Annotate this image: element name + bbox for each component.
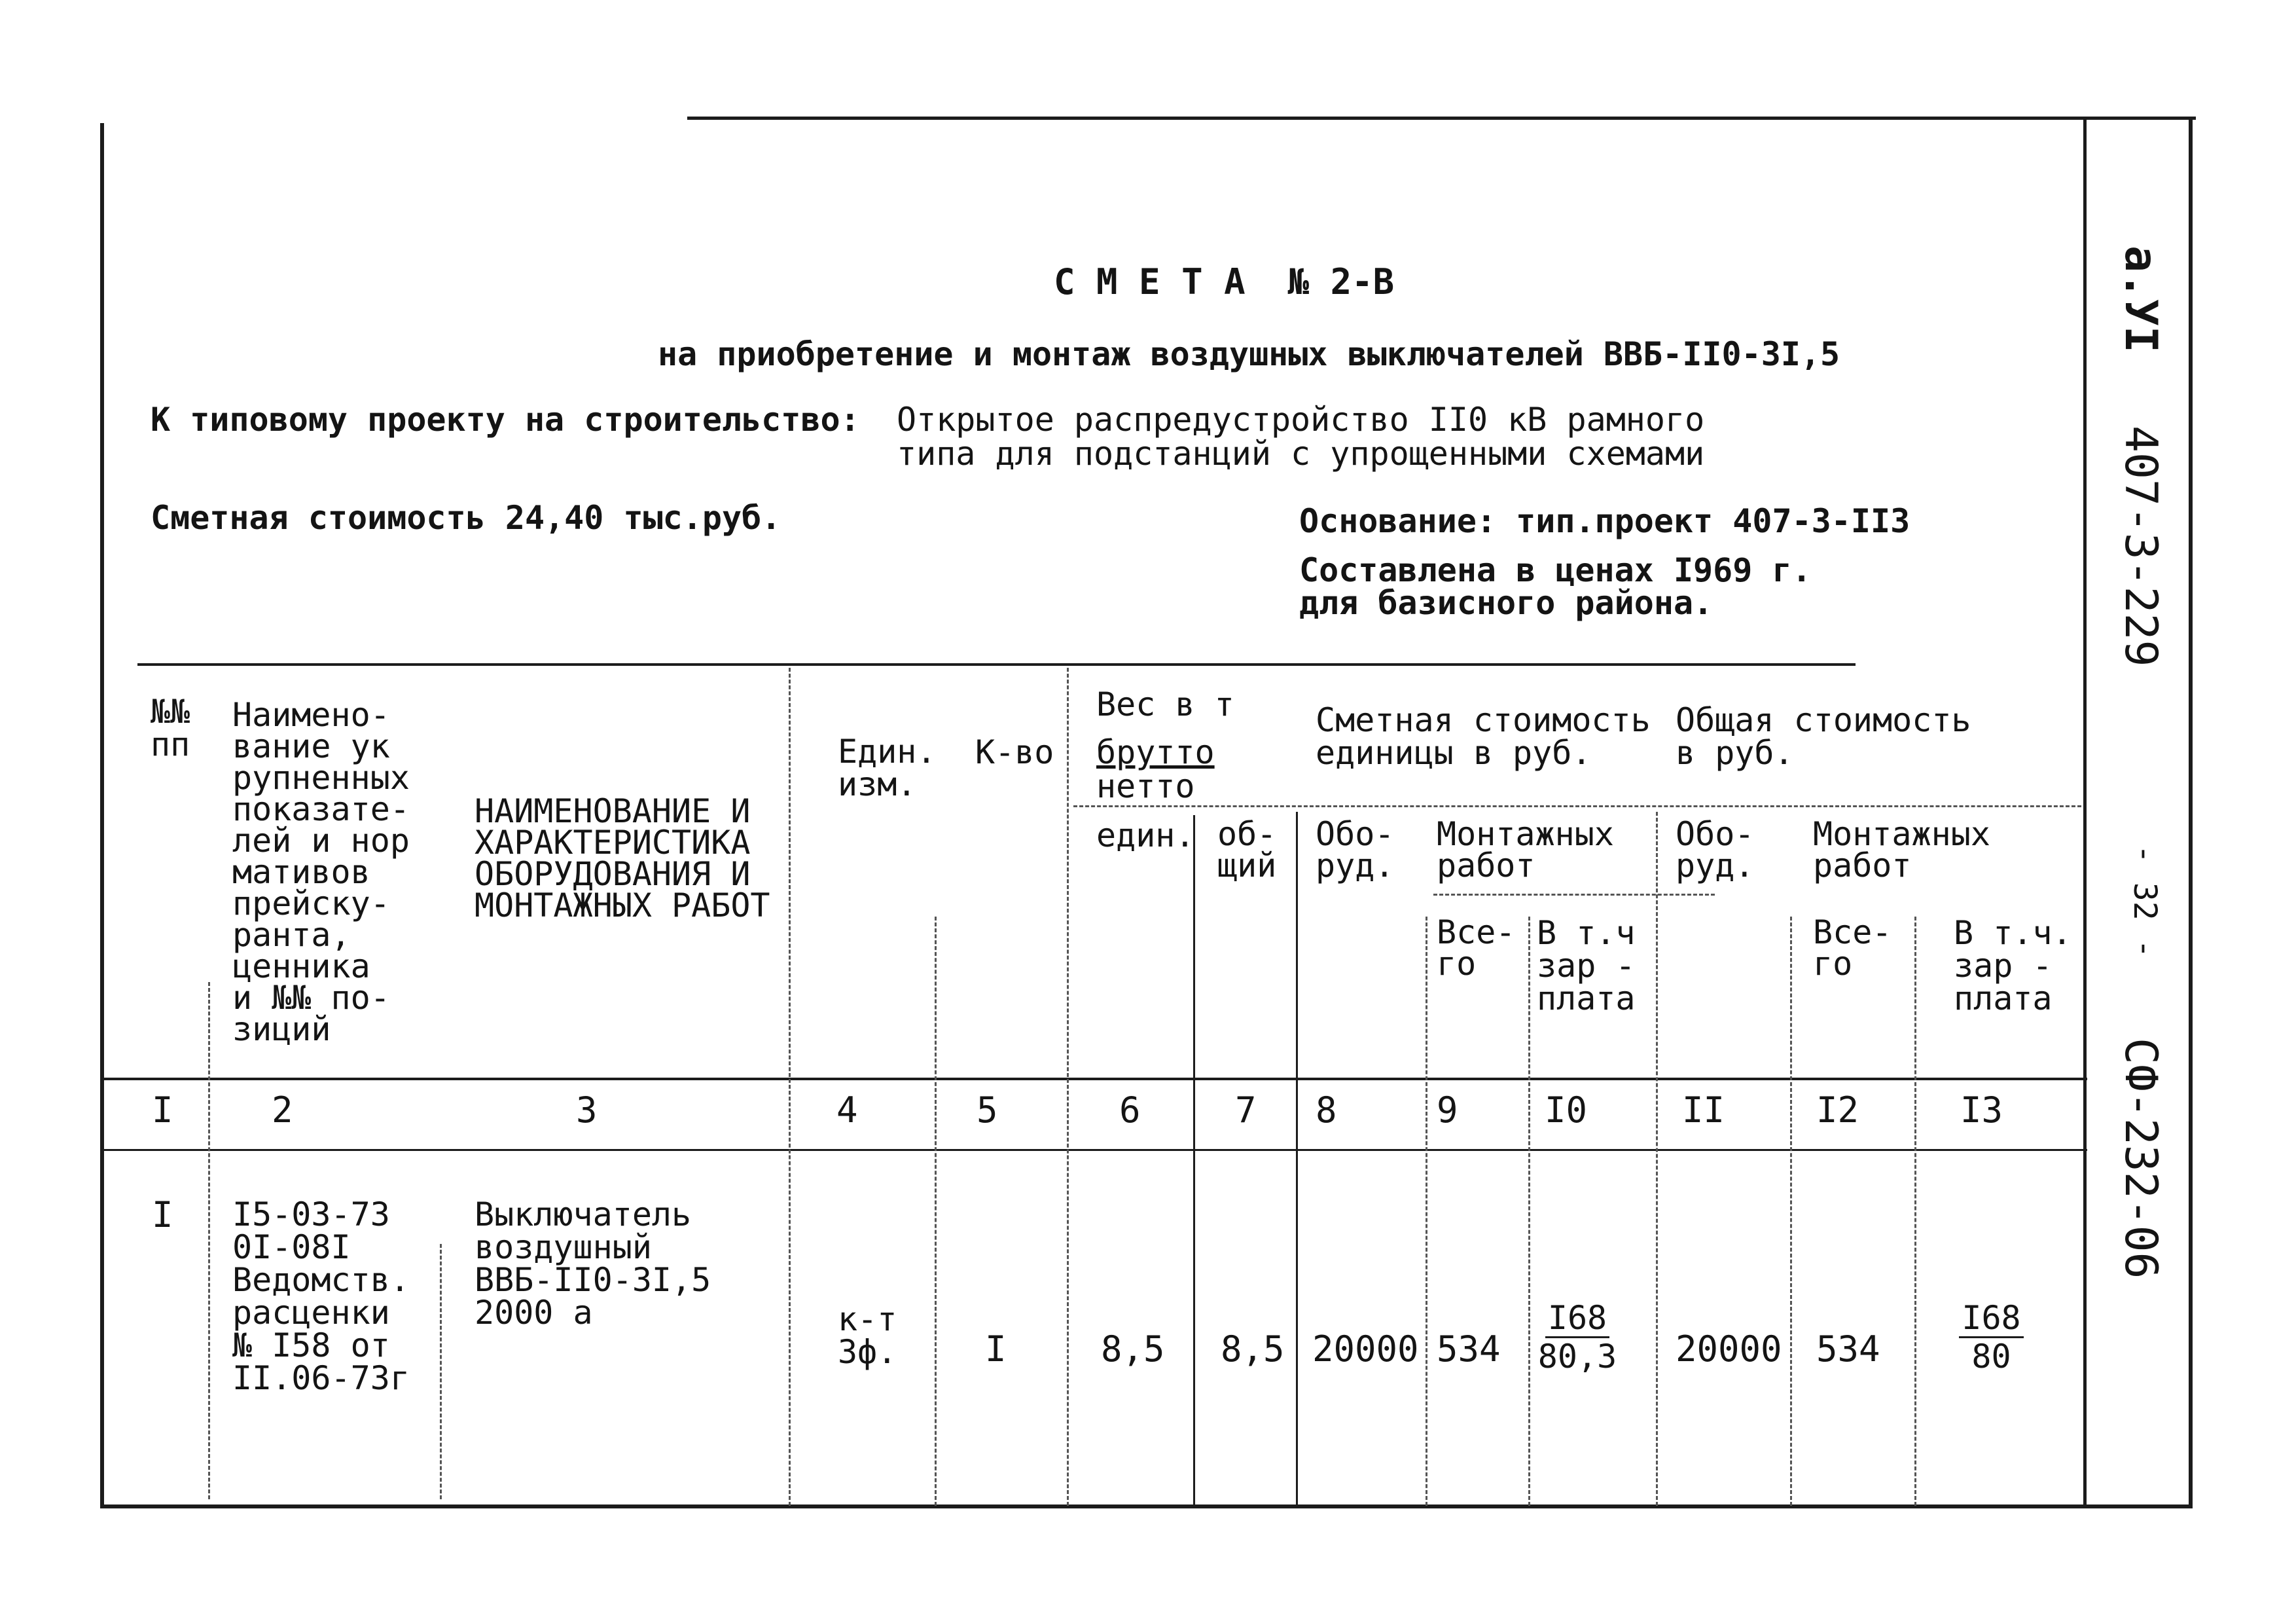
project-label: К типовому проекту на строительство:	[151, 401, 860, 439]
header-mount-8: Монтажных работ	[1437, 815, 1614, 884]
project-line-2: типа для подстанций с упрощенными схемами	[897, 435, 1705, 473]
row-total-wage	[1954, 1300, 2029, 1375]
header-c3: НАИМЕНОВАНИЕ И ХАРАКТЕРИСТИКА ОБОРУДОВАНИЯ И МОНТАЖНЫХ РАБОТ	[475, 792, 770, 924]
header-c13: В т.ч. зар - плата	[1954, 914, 2072, 1017]
header-weight-netto: нетто	[1096, 767, 1195, 805]
header-c7: об- щий	[1217, 815, 1277, 884]
header-mid-dash	[1073, 805, 2081, 807]
row-total-wage-den: 80	[1971, 1338, 2011, 1376]
row-weight-unit: 8,5	[1101, 1328, 1165, 1370]
col-divider-5	[1067, 668, 1069, 1506]
row-total-mount: 534	[1816, 1328, 1880, 1370]
project-line-1: Открытое распредустройство II0 кВ рамного	[897, 401, 1705, 439]
col-number: 4	[836, 1089, 858, 1131]
header-c1: №№ пп	[151, 693, 190, 763]
col-number: 6	[1119, 1089, 1141, 1131]
row-equipment-cost: 20000	[1312, 1328, 1419, 1370]
header-weight-brutto: брутто	[1096, 733, 1215, 771]
col-divider-11	[1790, 917, 1792, 1506]
row-mount-wage-den: 80,3	[1537, 1338, 1617, 1376]
row-mount-wage-num: I68	[1545, 1300, 1609, 1338]
col-number: I3	[1960, 1089, 2003, 1131]
col-divider-10	[1656, 812, 1658, 1506]
col-number: 2	[272, 1089, 293, 1131]
frame-sidebar-rule	[2083, 117, 2087, 1508]
col-divider-9	[1528, 917, 1530, 1506]
header-c2: Наимено- вание ук рупненных показате- лей и нор мативов прейску- ранта, ценника и №№ по- зиций	[232, 696, 410, 1048]
header-c8: Обо- руд.	[1316, 815, 1395, 884]
col-divider-1	[208, 982, 210, 1499]
prices-line-2: для базисного района.	[1299, 584, 1713, 622]
header-c6: един.	[1096, 816, 1195, 854]
col-number: 9	[1437, 1089, 1458, 1131]
side-code: 407-3-229	[2115, 426, 2166, 667]
header-c9: Все- го	[1437, 913, 1516, 983]
header-c5: К-во	[975, 733, 1054, 771]
col-number: 3	[576, 1089, 598, 1131]
table-top-rule	[137, 663, 1856, 666]
header-c12: Все- го	[1813, 913, 1892, 983]
row-code: I5-03-73 0I-08I Ведомств. расценки № I58 от II.06-73г	[232, 1195, 410, 1397]
subheader-dash	[1433, 894, 1715, 896]
header-c11: Обо- руд.	[1676, 815, 1755, 884]
row-total-equipment: 20000	[1676, 1328, 1782, 1370]
col-divider-6	[1193, 815, 1195, 1506]
document-subtitle: на приобретение и монтаж воздушных выключателей ВВБ-II0-3I,5	[658, 335, 1840, 373]
row-mount-wage	[1535, 1300, 1620, 1375]
basis: Основание: тип.проект 407-3-II3	[1299, 502, 1910, 540]
frame-left-rule	[100, 123, 104, 1508]
col-divider-12	[1914, 917, 1916, 1506]
row-number: I	[152, 1194, 173, 1235]
col-divider-8	[1426, 917, 1427, 1506]
col-divider-3	[789, 668, 791, 1506]
header-c4: Един. изм.	[838, 733, 937, 803]
col-number: I2	[1816, 1089, 1859, 1131]
header-mount-11: Монтажных работ	[1813, 815, 1990, 884]
col-number: 8	[1316, 1089, 1337, 1131]
header-weight: Вес в т	[1096, 685, 1234, 723]
row-name: Выключатель воздушный ВВБ-II0-3I,5 2000 а	[475, 1195, 711, 1332]
col-number: I0	[1545, 1089, 1588, 1131]
row-total-wage-num: I68	[1959, 1300, 2023, 1338]
col-number: II	[1682, 1089, 1725, 1131]
col-divider-4	[935, 917, 937, 1506]
row-qty: I	[985, 1328, 1007, 1370]
col-number: I	[152, 1089, 173, 1131]
col-divider-2	[440, 1244, 442, 1499]
prices-line-1: Составлена в ценах I969 г.	[1299, 551, 1812, 589]
row-unit: к-т 3ф.	[838, 1300, 897, 1371]
header-unit-cost: Сметная стоимость единицы в руб.	[1316, 701, 1651, 772]
frame-top-rule	[687, 117, 2196, 120]
document-title: С М Е Т А № 2-В	[1054, 261, 1395, 302]
frame-bottom-rule	[100, 1504, 2193, 1508]
header-total-cost: Общая стоимость в руб.	[1676, 701, 1971, 772]
side-sheet: а.УI	[2115, 246, 2166, 353]
col-number: 5	[977, 1089, 998, 1131]
col-divider-7	[1296, 812, 1298, 1506]
col-number: 7	[1235, 1089, 1257, 1131]
estimated-cost: Сметная стоимость 24,40 тыс.руб.	[151, 499, 781, 537]
side-page: - 32 -	[2126, 845, 2163, 958]
header-c10: В т.ч зар - плата	[1537, 914, 1636, 1017]
side-ref: СФ-232-06	[2115, 1038, 2166, 1279]
row-mount-total: 534	[1437, 1328, 1501, 1370]
row-weight-total: 8,5	[1221, 1328, 1285, 1370]
frame-right-rule	[2189, 117, 2193, 1508]
